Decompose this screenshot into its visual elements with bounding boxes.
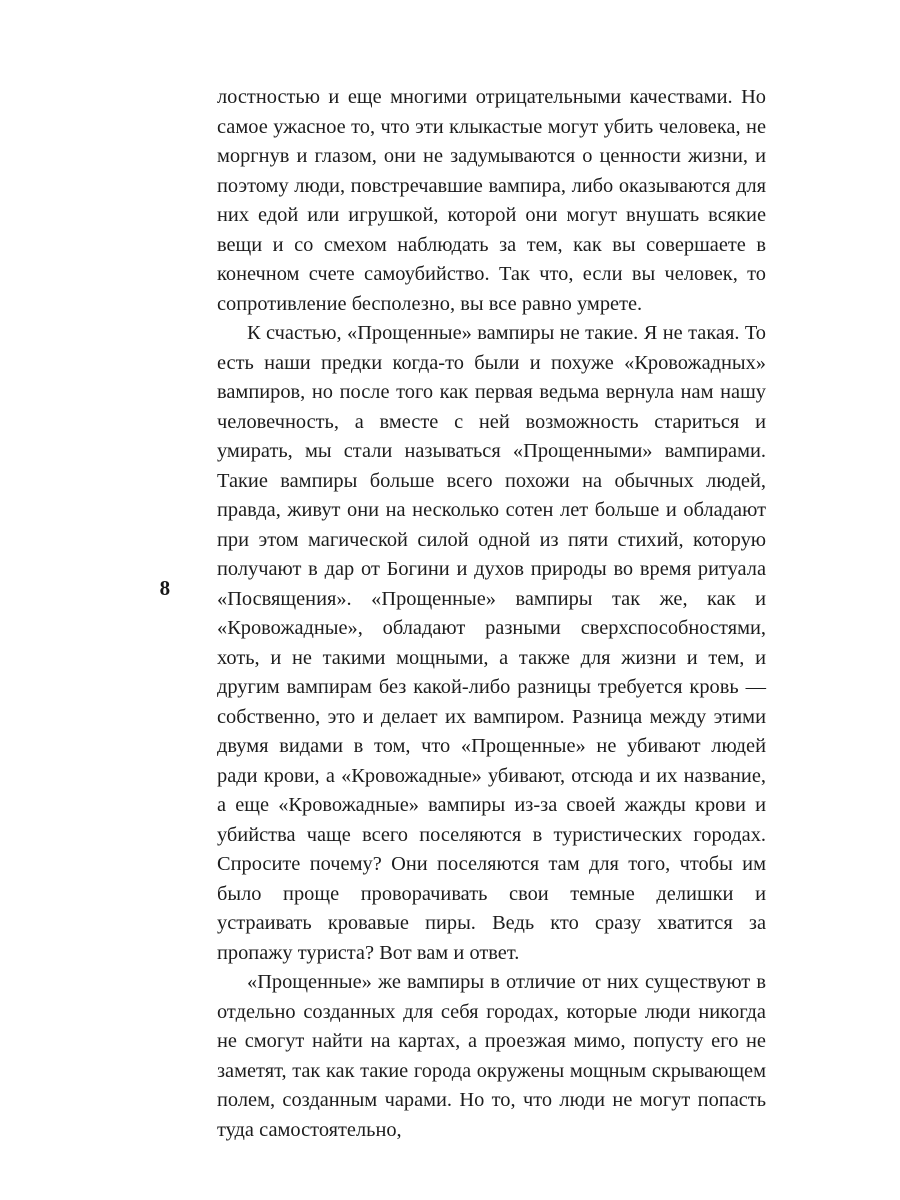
page-number: 8 — [159, 576, 171, 600]
paragraph-continuation: лостностью и еще многими отрицательными качествами. Но самое ужасное то, что эти клыкастые могут убить человека, не моргнув и глазом, они не задумываются о ценности жизни, и поэтому люди, повстречавшие вампира, либо оказываются для них едой или игрушкой, которой они могут внушать всякие вещи и со смехом наблюдать за тем, как вы совершаете в конечном счете самоубийство. Так что, если вы человек, то сопротивление бесполезно, вы все равно умрете. — [217, 86, 766, 315]
paragraph-clipped: «Прощенные» же вампиры в отличие от них существуют в отдельно созданных для себя городах, которые люди никогда не смогут найти на картах, а проезжая мимо, попусту его не заметят, так как такие города окружены мощным скрывающем полем, созданным чарами. Но то, что люди не могут попасть туда самостоятельно, — [217, 971, 766, 1141]
body-text-column — [217, 83, 766, 1145]
paragraph: К счастью, «Прощенные» вампиры не такие. Я не такая. То есть наши предки когда-то были и похуже «Кровожадных» вампиров, но после того как первая ведьма вернула нам нашу человечность, а вместе с ней возможность стариться и умирать, мы стали называться «Прощенными» вампирами. Такие вампиры больше всего похожи на обычных людей, правда, живут они на несколько сотен лет больше и обладают при этом магической силой одной из пяти стихий, которую получают в дар от Богини и духов природы во время ритуала «Посвящения». «Прощенные» вампиры так же, как и «Кровожадные», обладают разными сверхспособностями, хоть, и не такими мощными, а также для жизни и тем, и другим вампирам без какой-либо разницы требуется кровь — собственно, это и делает их вампиром. Разница между этими двумя видами в том, что «Прощенные» не убивают людей ради крови, а «Кровожадные» убивают, отсюда и их название, а еще «Кровожадные» вампиры из-за своей жажды крови и убийства чаще всего поселяются в туристических городах. Спросите почему? Они поселяются там для того, чтобы им было проще проворачивать свои темные делишки и устраивать кровавые пиры. Ведь кто сразу хватится за пропажу туриста? Вот вам и ответ. — [217, 322, 766, 964]
